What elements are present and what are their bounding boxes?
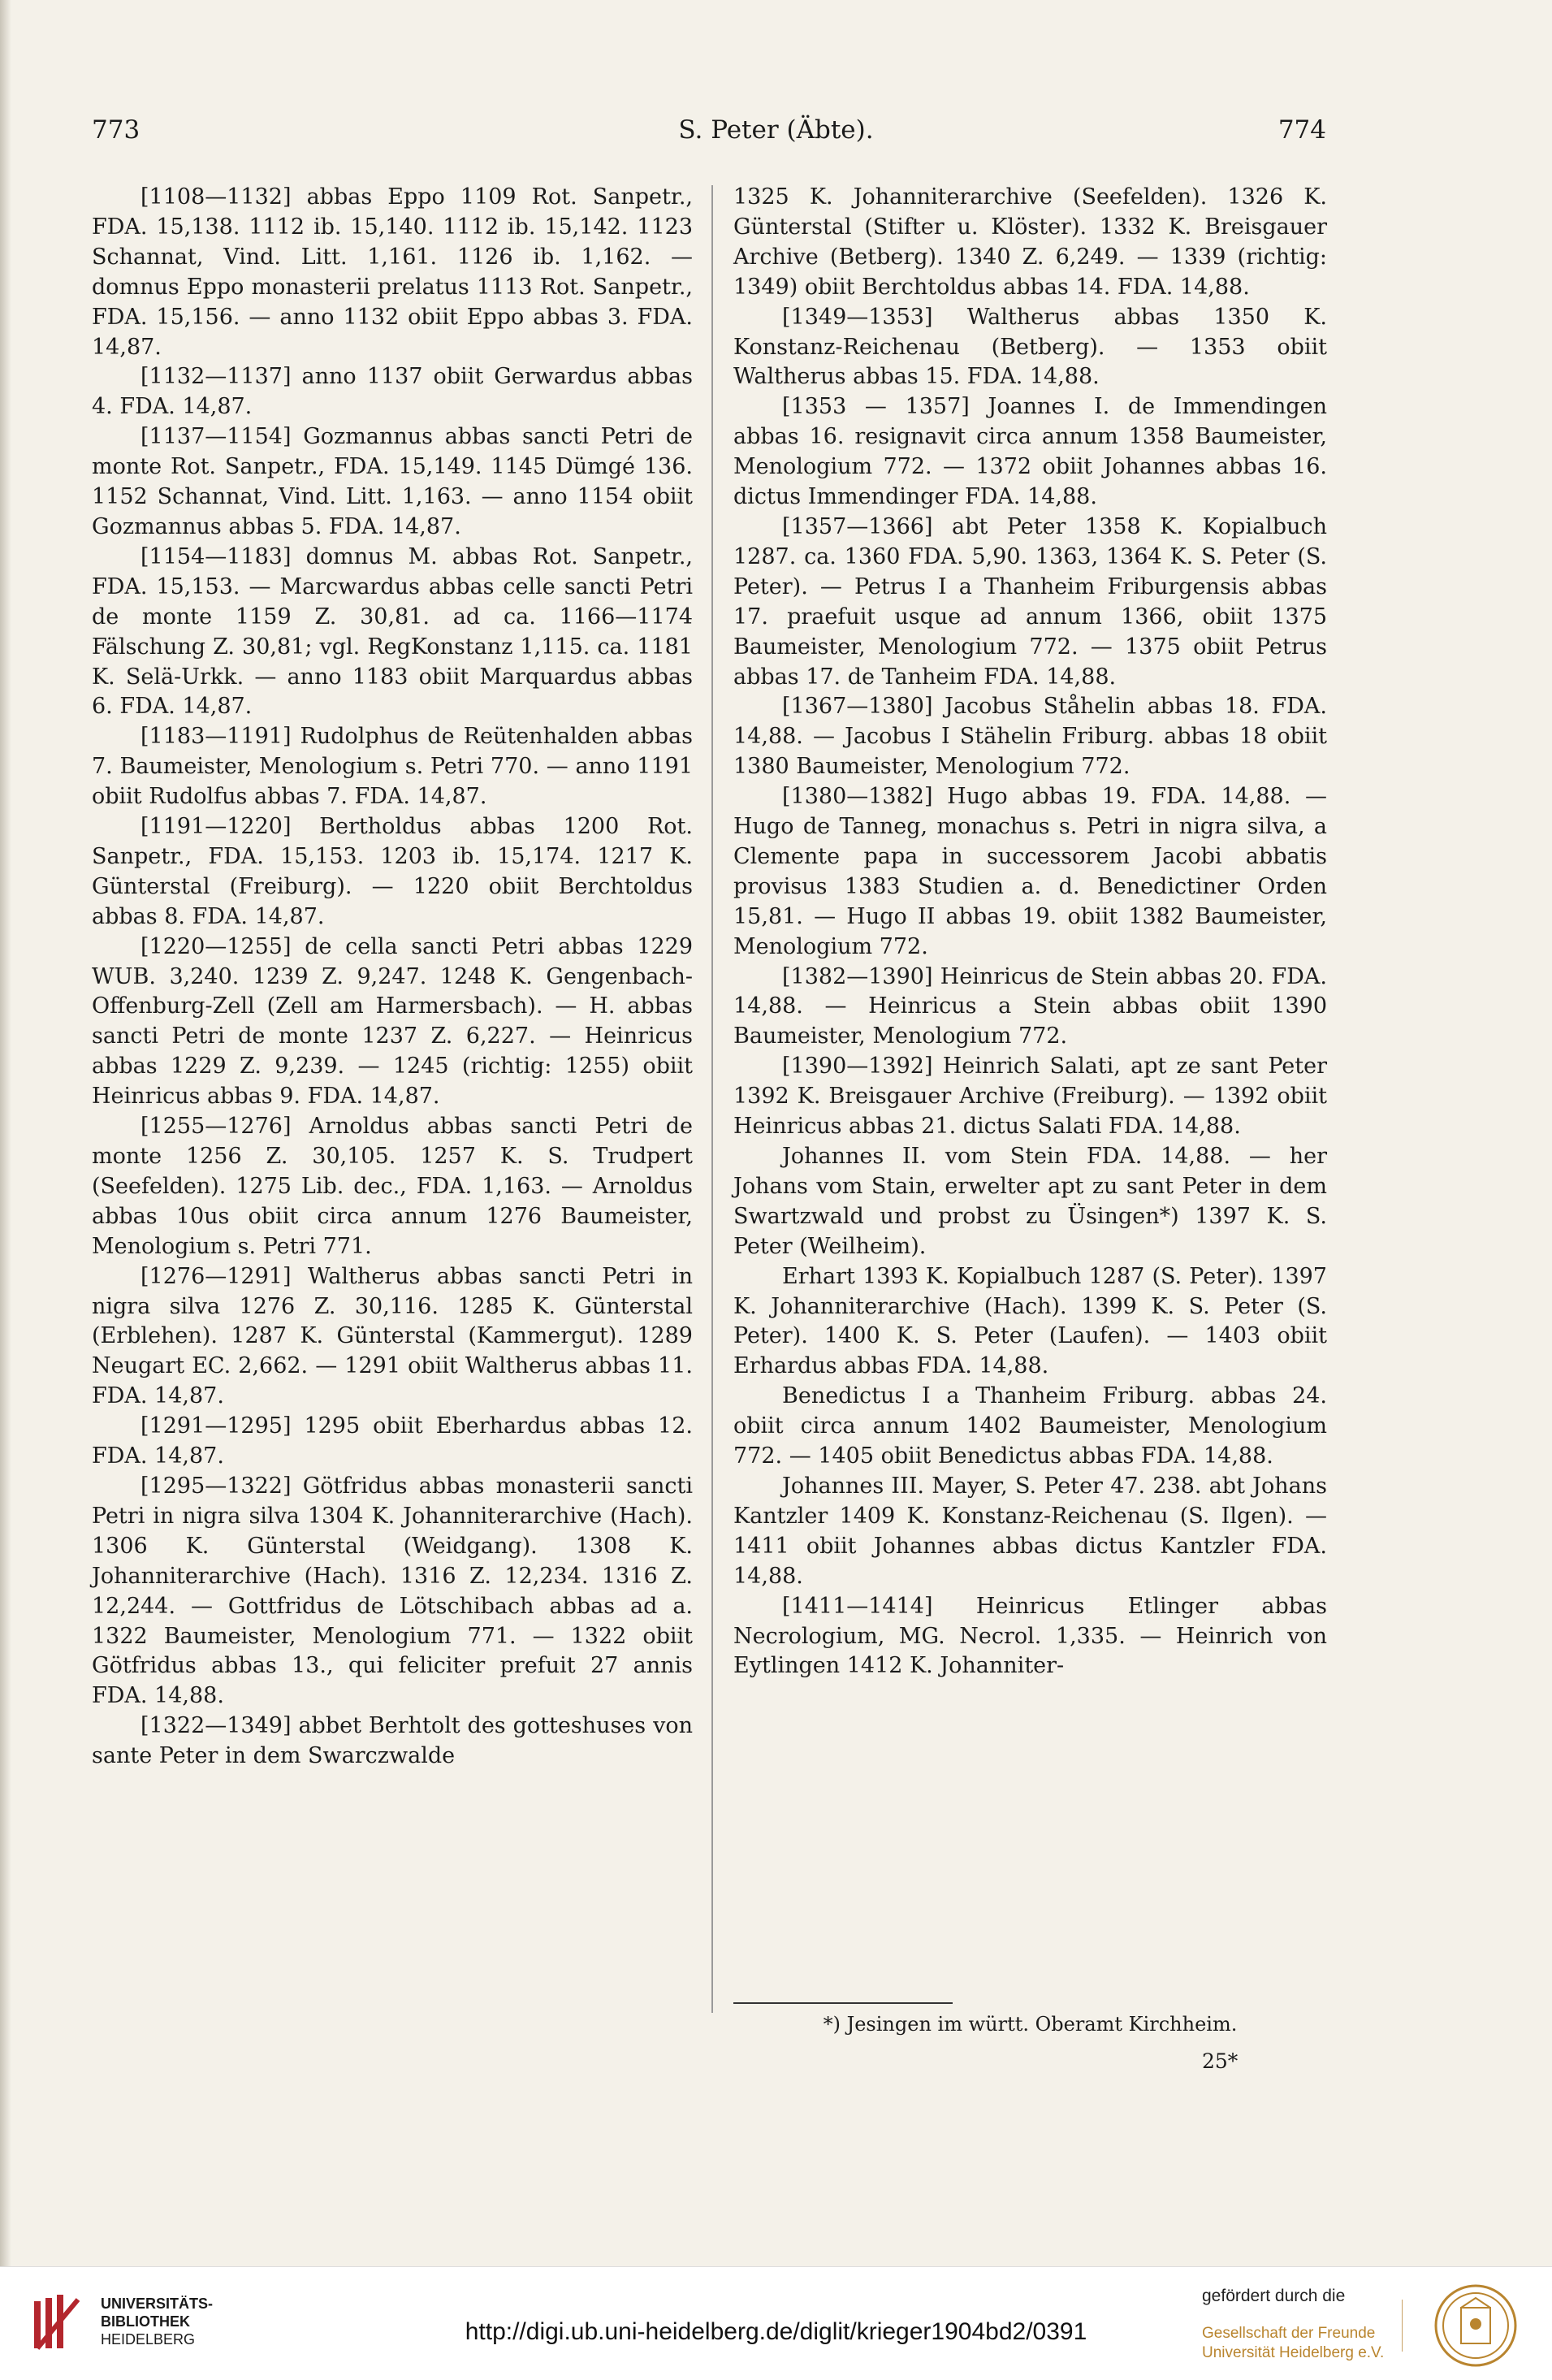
footnote-rule [733,2002,953,2004]
entry: Erhart 1393 K. Kopialbuch 1287 (S. Peter). 1397 K. Johanniterarchive (Hach). 1399 K. S. Peter (S. Peter). 1400 K. S. Peter (Laufen). — 1403 obiit Erhardus abbas FDA. 14,88. [733,1263,1327,1379]
entry: [1108—1132] abbas Eppo 1109 Rot. Sanpetr., FDA. 15,138. 1112 ib. 15,140. 1112 ib. 15,142. 1123 Schannat, Vind. Litt. 1,161. 1126 ib. 1,162. — domnus Eppo monasterii prelatus 1113 Rot. Sanpetr., FDA. 15,156. — anno 1132 obiit Eppo abbas 3. FDA. 14,87. [92,184,693,360]
entry: [1349—1353] Waltherus abbas 1350 K. Konstanz-Reichenau (Betberg). — 1353 obiit Waltherus abbas 15. FDA. 14,88. [733,304,1327,390]
entry: [1390—1392] Heinrich Salati, apt ze sant Peter 1392 K. Breisgauer Archive (Freiburg). — 1392 obiit Heinricus abbas 21. dictus Salati FDA. 14,88. [733,1054,1327,1140]
permalink[interactable]: http://digi.ub.uni-heidelberg.de/diglit/krieger1904bd2/0391 [465,2318,1087,2345]
entry: [1220—1255] de cella sancti Petri abbas 1229 WUB. 3,240. 1239 Z. 9,247. 1248 K. Gengenbach-Offenburg-Zell (Zell am Harmersbach). — H. abbas sancti Petri de monte 1237 Z. 6,227. — Heinricus abbas 1229 Z. 9,239. — 1245 (richtig: 1255) obiit Heinricus abbas 9. FDA. 14,87. [92,933,693,1110]
footnote: *) Jesingen im württ. Oberamt Kirchheim. [823,2013,1238,2036]
footer-divider [1402,2300,1403,2352]
entry: [1357—1366] abt Peter 1358 K. Kopialbuch 1287. ca. 1360 FDA. 5,90. 1363, 1364 K. S. Peter (S. Peter). — Petrus I a Thanheim Friburgensis abbas 17. praefuit usque ad annum 1366, obiit 1375 Baumeister, Menologium 772. — 1375 obiit Petrus abbas 17. de Tanheim FDA. 14,88. [733,513,1327,690]
page-gutter-shadow [0,0,11,2266]
sheet-signature: 25* [1202,2049,1239,2073]
entry: [1382—1390] Heinricus de Stein abbas 20. FDA. 14,88. — Heinricus a Stein abbas obiit 1390 Baumeister, Menologium 772. [733,963,1327,1049]
entry: [1367—1380] Jacobus Ståhelin abbas 18. FDA. 14,88. — Jacobus I Stähelin Friburg. abbas 18 obiit 1380 Baumeister, Menologium 772. [733,694,1327,780]
entry: [1255—1276] Arnoldus abbas sancti Petri de monte 1256 Z. 30,105. 1257 K. S. Trudpert (Seefelden). 1275 Lib. dec., FDA. 1,163. — Arnoldus abbas 10us obiit circa annum 1276 Baumeister, Menologium s. Petri 771. [92,1114,693,1259]
library-line: HEIDELBERG [101,2331,196,2348]
entry: 1325 K. Johanniterarchive (Seefelden). 1326 K. Günterstal (Stifter u. Klöster). 1332 K. Breisgauer Archive (Betberg). 1340 Z. 6,249. — 1339 (richtig: 1349) obiit Berchtoldus abbas 14. FDA. 14,88. [733,184,1327,300]
right-column [733,183,1327,1681]
entry: [1291—1295] 1295 obiit Eberhardus abbas 12. FDA. 14,87. [92,1413,693,1469]
entry: Johannes II. vom Stein FDA. 14,88. — her Johans vom Stain, erwelter apt zu sant Peter in dem Swartzwald und probst zu Üsingen*) 1397 K. S. Peter (Weilheim). [733,1144,1327,1259]
sponsor-name [1202,2324,1384,2363]
entry: Johannes III. Mayer, S. Peter 47. 238. abt Johans Kantzler 1409 K. Konstanz-Reichenau (S. Ilgen). — 1411 obiit Johannes abbas dictus Kantzler FDA. 14,88. [733,1473,1327,1589]
entry: [1322—1349] abbet Berhtolt des gotteshuses von sante Peter in dem Swarczwalde [92,1713,693,1769]
sponsor-line: Universität Heidelberg e.V. [1202,2344,1385,2361]
column-divider [711,185,713,2013]
library-line: UNIVERSITÄTS- [101,2296,214,2312]
sponsor-line: Gesellschaft der Freunde [1202,2325,1376,2342]
running-head: S. Peter (Äbte). [678,115,874,145]
entry: [1380—1382] Hugo abbas 19. FDA. 14,88. — Hugo de Tanneg, monachus s. Petri in nigra silva, a Clemente papa in successorem Jacobi abbatis provisus 1383 Studien a. d. Benedictiner Orden 15,81. — Hugo II abbas 19. obiit 1382 Baumeister, Menologium 772. [733,784,1327,959]
sponsor-label: gefördert durch die [1202,2287,1346,2305]
digitization-footer [0,2266,1552,2380]
entry: [1183—1191] Rudolphus de Reütenhalden abbas 7. Baumeister, Menologium s. Petri 770. — anno 1191 obiit Rudolfus abbas 7. FDA. 14,87. [92,724,693,810]
entry: [1411—1414] Heinricus Etlinger abbas Necrologium, MG. Necrol. 1,335. — Heinrich von Eytlingen 1412 K. Johanniter- [733,1593,1327,1679]
entry: [1154—1183] domnus M. abbas Rot. Sanpetr., FDA. 15,153. — Marcwardus abbas celle sancti Petri de monte 1159 Z. 30,81. ad ca. 1166—1174 Fälschung Z. 30,81; vgl. RegKonstanz 1,115. ca. 1181 K. Selä-Urkk. — anno 1183 obiit Marquardus abbas 6. FDA. 14,87. [92,543,693,720]
page-header [0,115,1552,148]
library-line: BIBLIOTHEK [101,2313,190,2330]
page-number-left: 773 [92,115,141,145]
entry: [1137—1154] Gozmannus abbas sancti Petri de monte Rot. Sanpetr., FDA. 15,149. 1145 Dümgé 136. 1152 Schannat, Vind. Litt. 1,163. — anno 1154 obiit Gozmannus abbas 5. FDA. 14,87. [92,424,693,539]
entry: [1132—1137] anno 1137 obiit Gerwardus abbas 4. FDA. 14,87. [92,364,693,420]
university-seal-icon [1433,2283,1518,2368]
entry: [1191—1220] Bertholdus abbas 1200 Rot. Sanpetr., FDA. 15,153. 1203 ib. 15,174. 1217 K. Günterstal (Freiburg). — 1220 obiit Berchtoldus abbas 8. FDA. 14,87. [92,814,693,929]
entry: Benedictus I a Thanheim Friburg. abbas 24. obiit circa annum 1402 Baumeister, Menologium 772. — 1405 obiit Benedictus abbas FDA. 14,88. [733,1383,1327,1469]
entry: [1276—1291] Waltherus abbas sancti Petri in nigra silva 1276 Z. 30,116. 1285 K. Günterstal (Erblehen). 1287 K. Günterstal (Kammergut). 1289 Neugart EC. 2,662. — 1291 obiit Waltherus abbas 11. FDA. 14,87. [92,1263,693,1409]
entry: [1353 — 1357] Joannes I. de Immendingen abbas 16. resignavit circa annum 1358 Baumeister, Menologium 772. — 1372 obiit Johannes abbas 16. dictus Immendinger FDA. 14,88. [733,394,1327,510]
page-number-right: 774 [1277,115,1326,145]
left-column [92,183,693,1772]
entry: [1295—1322] Götfridus abbas monasterii sancti Petri in nigra silva 1304 K. Johanniterarchive (Hach). 1306 K. Günterstal (Weidgang). 1308 K. Johanniterarchive (Hach). 1316 Z. 12,234. 1316 Z. 12,244. — Gottfridus de Lötschibach abbas ad a. 1322 Baumeister, Menologium 771. — 1322 obiit Götfridus abbas 13., qui feliciter prefuit 27 annis FDA. 14,88. [92,1473,693,1709]
